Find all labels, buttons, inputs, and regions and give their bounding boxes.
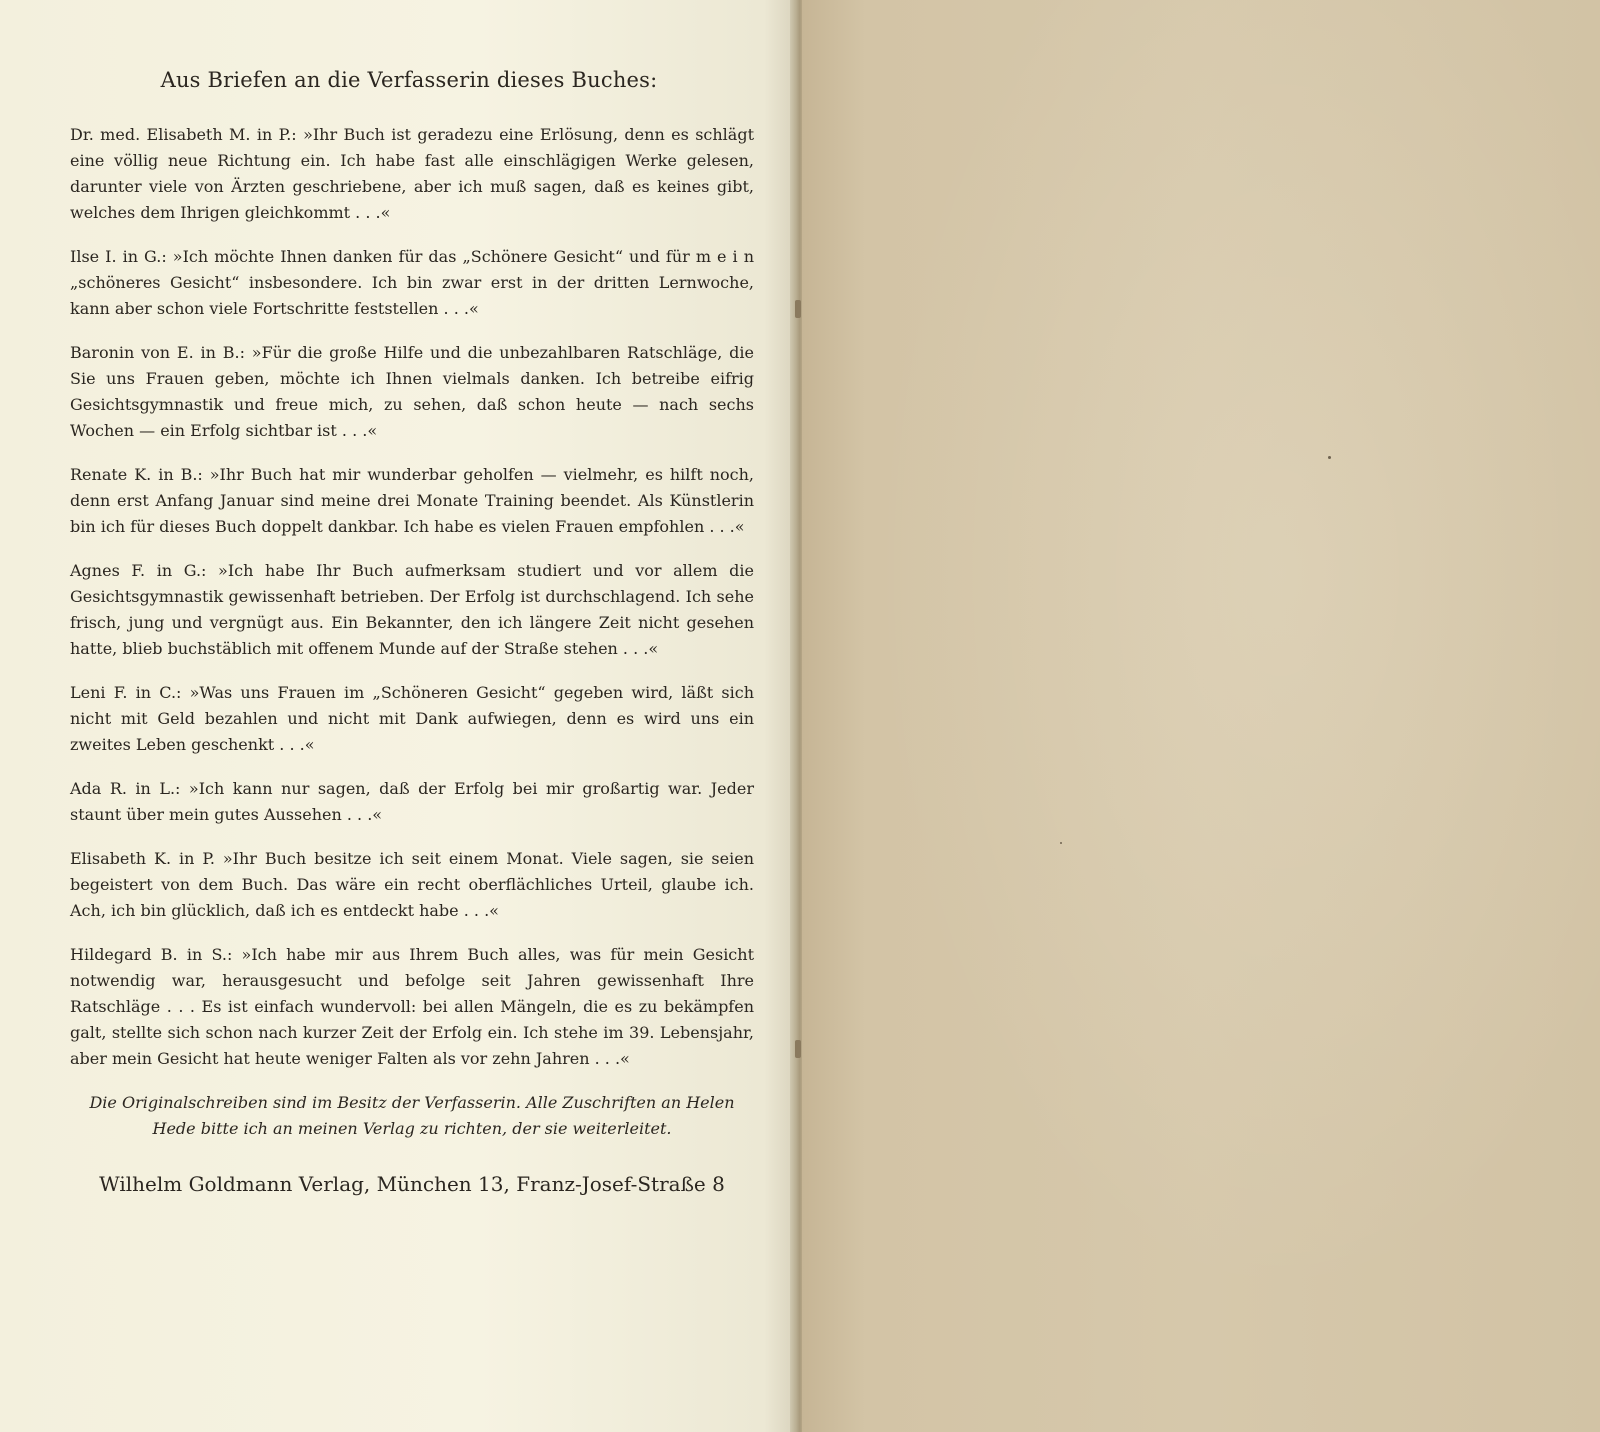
publisher-address: Wilhelm Goldmann Verlag, München 13, Franz-Josef-Straße 8	[99, 1172, 725, 1196]
right-page-blank	[802, 0, 1600, 1432]
page-content	[64, 68, 754, 1196]
letter-excerpt: Ada R. in L.: »Ich kann nur sagen, daß der Erfolg bei mir großartig war. Jeder staunt über mein gutes Aussehen . . .«	[70, 779, 754, 824]
binding-staple	[795, 1040, 801, 1058]
closing-note: Die Originalschreiben sind im Besitz der Verfasserin. Alle Zuschriften an Helen Hede bitte ich an meinen Verlag zu richten, der sie weiterleitet.	[89, 1093, 735, 1138]
letter-excerpt: Renate K. in B.: »Ihr Buch hat mir wunderbar geholfen — vielmehr, es hilft noch, denn erst Anfang Januar sind meine drei Monate Training beendet. Als Künstlerin bin ich für dieses Buch doppelt dankbar. Ich habe es vielen Frauen empfohlen . . .«	[70, 465, 754, 536]
letter-excerpt: Hildegard B. in S.: »Ich habe mir aus Ihrem Buch alles, was für mein Gesicht notwendig war, herausgesucht und befolge seit Jahren gewissenhaft Ihre Ratschläge . . . Es ist einfach wundervoll: bei allen Mängeln, die es zu bekämpfen galt, stellte sich schon nach kurzer Zeit der Erfolg ein. Ich stehe im 39. Lebensjahr, aber mein Gesicht hat heute weniger Falten als vor zehn Jahren . . .«	[70, 945, 754, 1068]
binding-staple	[795, 300, 801, 318]
letter-excerpt: Elisabeth K. in P. »Ihr Buch besitze ich seit einem Monat. Viele sagen, sie seien begeistert von dem Buch. Das wäre ein recht oberflächliches Urteil, glaube ich. Ach, ich bin glücklich, daß ich es entdeckt habe . . .«	[70, 849, 754, 920]
left-page	[0, 0, 796, 1432]
page-heading: Aus Briefen an die Verfasserin dieses Buches:	[160, 68, 658, 92]
letter-excerpt: Baronin von E. in B.: »Für die große Hilfe und die unbezahlbaren Ratschläge, die Sie uns Frauen geben, möchte ich Ihnen vielmals danken. Ich betreibe eifrig Gesichtsgymnastik und freue mich, zu sehen, daß schon heute — nach sechs Wochen — ein Erfolg sichtbar ist . . .«	[70, 343, 754, 440]
letter-excerpt: Dr. med. Elisabeth M. in P.: »Ihr Buch ist geradezu eine Erlösung, denn es schlägt eine völlig neue Richtung ein. Ich habe fast alle einschlägigen Werke gelesen, darunter viele von Ärzten geschriebene, aber ich muß sagen, daß es keines gibt, welches dem Ihrigen gleichkommt . . .«	[70, 125, 754, 222]
letter-excerpt: Agnes F. in G.: »Ich habe Ihr Buch aufmerksam studiert und vor allem die Gesichtsgymnastik gewissenhaft betrieben. Der Erfolg ist durchschlagend. Ich sehe frisch, jung und vergnügt aus. Ein Bekannter, den ich längere Zeit nicht gesehen hatte, blieb buchstäblich mit offenem Munde auf der Straße stehen . . .«	[70, 561, 754, 658]
paper-speck	[1328, 456, 1331, 459]
letter-excerpt: Ilse I. in G.: »Ich möchte Ihnen danken für das „Schönere Gesicht“ und für m e i n „schöneres Gesicht“ insbesondere. Ich bin zwar erst in der dritten Lernwoche, kann aber schon viele Fortschritte feststellen . . .«	[70, 247, 754, 318]
letter-excerpt: Leni F. in C.: »Was uns Frauen im „Schöneren Gesicht“ gegeben wird, läßt sich nicht mit Geld bezahlen und nicht mit Dank aufwiegen, denn es wird uns ein zweites Leben geschenkt . . .«	[70, 683, 754, 754]
paper-speck	[1060, 842, 1062, 844]
